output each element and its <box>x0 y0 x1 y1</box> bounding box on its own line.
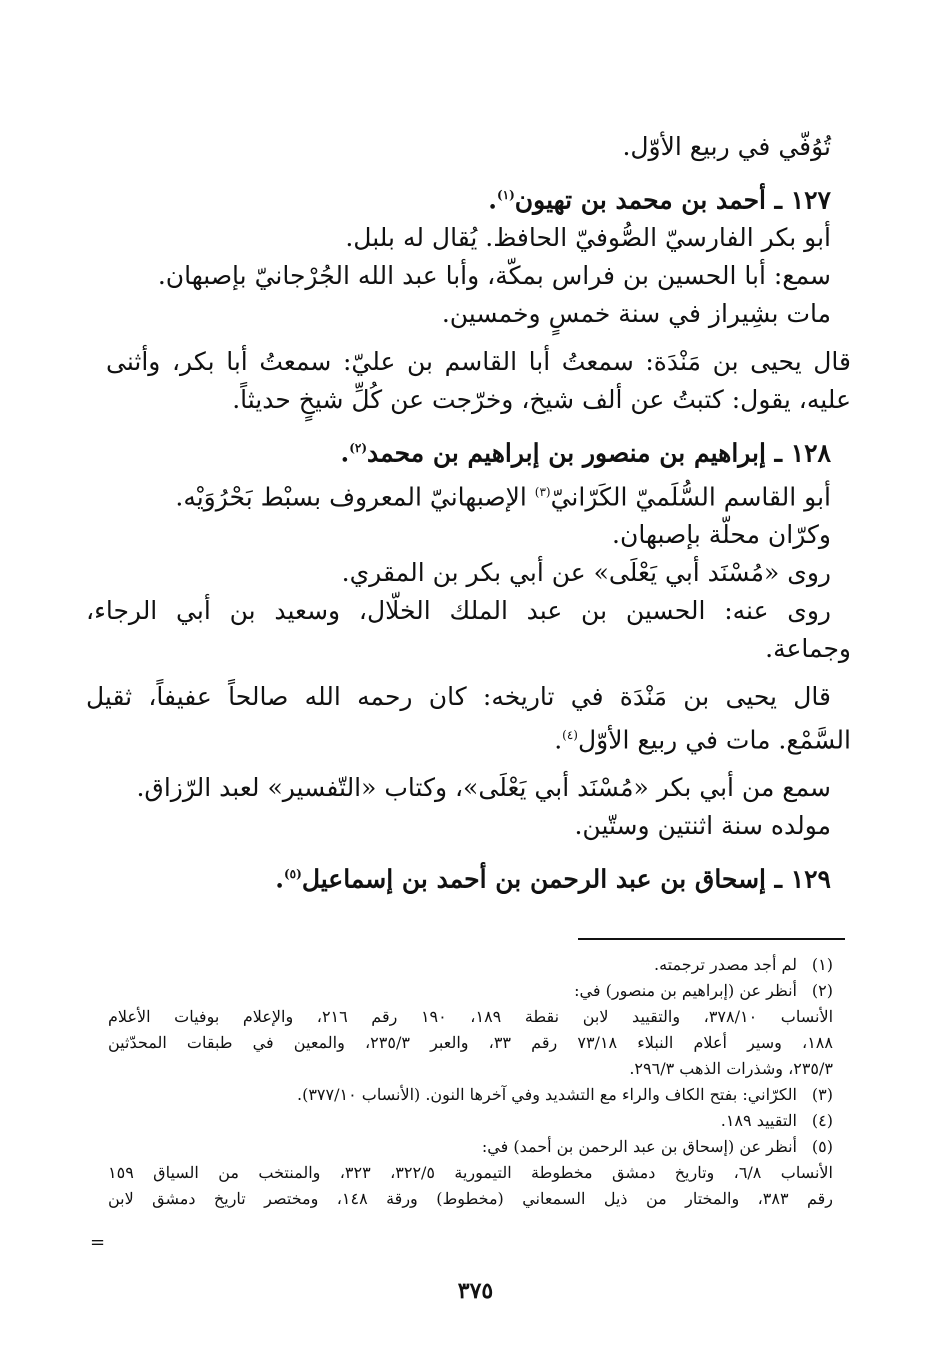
continuation-mark: = <box>90 1232 106 1253</box>
text-line: وجماعة. <box>765 633 851 663</box>
text-segment: السَّمْع. مات في ربيع الأوّل <box>577 725 851 755</box>
text-line <box>106 716 851 759</box>
text-line: سمع من أبي بكر «مُسْنَد أبي يَعْلَى»، وكتاب «التّفسير» لعبد الرّزاق. <box>136 773 831 803</box>
text-line: وكرّان محلّة بإصبهان. <box>612 519 831 549</box>
entry-129-heading <box>106 855 831 898</box>
text-line: تُوُفّي في ربيع الأوّل. <box>622 132 831 161</box>
footnote-text <box>108 1108 797 1134</box>
footnote-text <box>108 952 797 978</box>
entry-heading-text: ١٢٧ ـ أحمد بن محمد بن تهيون <box>514 185 831 215</box>
text-line <box>106 473 831 516</box>
entry-127-heading <box>106 176 831 219</box>
footnote-5-continued <box>108 1160 833 1212</box>
page-number: ٣٧٥ <box>457 1278 494 1304</box>
footnote-line: أنظر عن (إسحاق بن عبد الرحمن بن أحمد) في: <box>481 1137 797 1156</box>
main-text <box>86 128 851 899</box>
footnote-line: ١٨٨، وسير أعلام النبلاء ٧٣/١٨ رقم ٣٣، والعبر ٢٣٥/٣، والمعين في طبقات المحدّثين <box>108 1033 833 1052</box>
footnote-ref: (١) <box>496 188 515 202</box>
punctuation: . <box>340 438 350 468</box>
footnote-number: (٤) <box>811 1111 833 1130</box>
footnote-number: (٢) <box>811 981 833 1000</box>
punctuation: . <box>554 725 563 755</box>
footnote-line: رقم ٣٨٣، والمختار من ذيل السمعاني (مخطوط) ورقة ١٤٨، ومختصر تاريخ دمشق لابن <box>108 1189 833 1208</box>
footnote-4 <box>108 1108 833 1134</box>
text-segment: الإصبهانيّ المعروف بسبْط بَحْرُوَيْه. <box>175 481 535 511</box>
text-line: مولده سنة اثنتين وستّين. <box>574 811 831 841</box>
footnote-divider <box>578 938 845 940</box>
footnote-2-continued <box>108 1004 833 1082</box>
footnote-line: التقييد ١٨٩. <box>720 1111 797 1130</box>
text-line: مات بشِيراز في سنة خمسٍ وخمسين. <box>441 299 831 329</box>
text-segment: أبو القاسم السُّلَميّ الكَرّانيّ <box>550 481 831 511</box>
footnote-ref: (٤) <box>562 727 578 742</box>
text-line: قال يحيى بن مَنْدَة: سمعتُ أبا القاسم بن عليّ: سمعتُ أبا بكر، وأثنى <box>106 347 851 377</box>
text-line: روى «مُسْنَد أبي يَعْلَى» عن أبي بكر بن المقري. <box>341 557 831 587</box>
footnote-text <box>108 1082 797 1108</box>
footnote-5 <box>108 1134 833 1160</box>
text-line: قال يحيى بن مَنْدَة في تاريخه: كان رحمه الله صالحاً عفيفاً، ثقيل <box>86 681 831 711</box>
footnote-2 <box>108 978 833 1004</box>
footnote-text <box>108 978 797 1004</box>
footnote-line: الأنساب ٦/٨، وتاريخ دمشق مخطوطة التيمورية ٣٢٢/٥، ٣٢٣، والمنتخب من السياق ١٥٩ <box>108 1163 834 1182</box>
footnote-text <box>108 1134 797 1160</box>
footnote-number: (٣) <box>811 1085 833 1104</box>
footnote-line: الأنساب ٣٧٨/١٠، والتقييد لابن نقطة ١٨٩، ١٩٠ رقم ٢١٦، والإعلام بوفيات الأعلام <box>108 1007 834 1026</box>
footnote-line: أنظر عن (إبراهيم بن منصور) في: <box>574 981 797 1000</box>
footnote-ref: (٥) <box>283 867 302 882</box>
footnote-number: (١) <box>811 955 833 974</box>
text-line: سمع: أبا الحسين بن فراس بمكّة، وأبا عبد الله الجُرْجانيّ بإصبهان. <box>157 261 831 291</box>
entry-128-heading <box>106 429 831 472</box>
punctuation: . <box>488 185 497 215</box>
footnote-1 <box>108 952 833 978</box>
entry-heading-text: ١٢٨ ـ إبراهيم بن منصور بن إبراهيم بن محمد <box>367 438 831 468</box>
punctuation: . <box>275 864 284 894</box>
footnote-number: (٥) <box>811 1137 833 1156</box>
footnotes <box>108 952 833 1212</box>
footnote-3 <box>108 1082 833 1108</box>
text-line: عليه، يقول: كتبتُ عن ألف شيخ، وخرّجت عن كُلِّ شيخٍ حديثاً. <box>232 385 851 415</box>
footnote-line: ٢٣٥/٣، وشذرات الذهب ٢٩٦/٣. <box>629 1059 833 1078</box>
text-line: أبو بكر الفارسيّ الصُّوفيّ الحافظ. يُقال له بلبل. <box>345 223 831 253</box>
footnote-ref: (٢) <box>349 441 368 456</box>
text-line: روى عنه: الحسين بن عبد الملك الخلّال، وسعيد بن أبي الرجاء، <box>86 595 831 625</box>
footnote-line: لم أجد مصدر ترجمته. <box>654 955 797 974</box>
footnote-line: الكرّاني: بفتح الكاف والراء مع التشديد وفي آخرها النون. (الأنساب ٣٧٧/١٠). <box>297 1085 797 1104</box>
footnote-ref: (٣) <box>534 484 551 499</box>
entry-heading-text: ١٢٩ ـ إسحاق بن عبد الرحمن بن أحمد بن إسماعيل <box>301 864 831 894</box>
